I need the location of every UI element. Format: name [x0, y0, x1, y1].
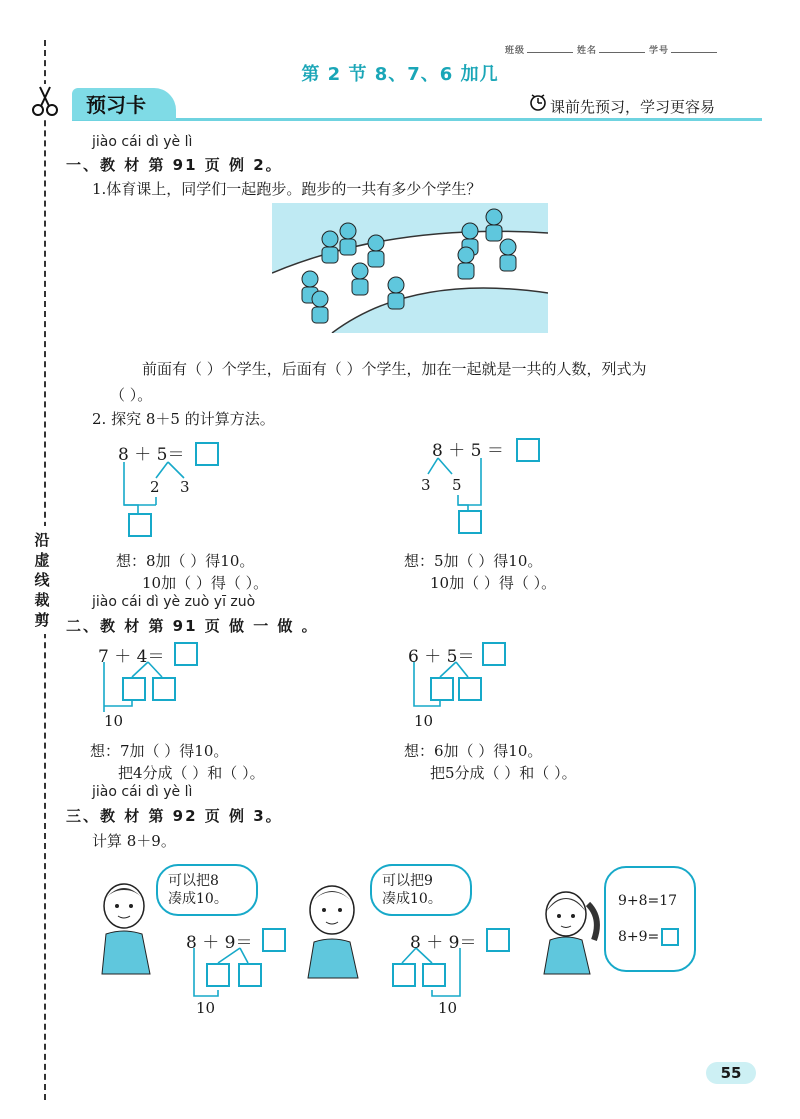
- pinyin-line: jiào cái dì yè lì: [92, 134, 193, 150]
- speech-bubble: [604, 866, 696, 972]
- bubble-equation: 9+8=17: [618, 893, 678, 909]
- bubble-equation: 8+9=: [618, 928, 682, 946]
- part1-heading: 一、教 材 第 91 页 例 2。: [66, 156, 283, 174]
- ten-label: 10: [414, 712, 434, 730]
- ten-label: 10: [196, 999, 216, 1017]
- answer-box[interactable]: [206, 963, 230, 987]
- boy-illustration: [300, 880, 366, 980]
- answer-box[interactable]: [238, 963, 262, 987]
- speech-bubble: 可以把9 凑成10。: [370, 864, 472, 916]
- answer-box[interactable]: [458, 677, 482, 701]
- think-line: 把5分成（ ）和（ ）。: [430, 764, 577, 782]
- page-number: 55: [706, 1062, 756, 1084]
- task-text: 计算 8＋9。: [92, 832, 176, 850]
- answer-box[interactable]: [262, 928, 286, 952]
- cut-instruction: 沿虚线裁剪: [30, 526, 54, 634]
- split-number: 2: [150, 478, 160, 496]
- answer-box[interactable]: [392, 963, 416, 987]
- part3-heading: 三、教 材 第 92 页 例 3。: [66, 807, 283, 825]
- pinyin-line: jiào cái dì yè zuò yī zuò: [92, 594, 256, 610]
- banner-tab: 预习卡: [72, 88, 176, 120]
- answer-box[interactable]: [661, 928, 679, 946]
- answer-box[interactable]: [516, 438, 540, 462]
- answer-box[interactable]: [152, 677, 176, 701]
- split-number: 5: [452, 476, 462, 494]
- think-line: 10加（ ）得（ ）。: [430, 574, 557, 592]
- speech-bubble: 可以把8 凑成10。: [156, 864, 258, 916]
- girl-illustration: [536, 884, 602, 976]
- pinyin-line: jiào cái dì yè lì: [92, 784, 193, 800]
- answer-box[interactable]: [486, 928, 510, 952]
- answer-box[interactable]: [174, 642, 198, 666]
- equation-8-plus-5-left: 8 ＋ 5＝: [118, 445, 185, 465]
- answer-box[interactable]: [430, 677, 454, 701]
- section-title: 第 2 节 8、7、6 加几: [301, 64, 499, 85]
- header-fields: 班级 姓名 学号: [505, 42, 721, 56]
- question-2: 2. 探究 8＋5 的计算方法。: [92, 410, 275, 428]
- think-line: 想：8加（ ）得10。: [116, 552, 255, 570]
- equation-7-plus-4: 7 ＋ 4＝: [98, 647, 165, 667]
- answer-box[interactable]: [482, 642, 506, 666]
- ten-label: 10: [438, 999, 458, 1017]
- fill-sentence: 前面有（ ）个学生，后面有（ ）个学生，加在一起就是一共的人数，列式为: [142, 360, 647, 378]
- equation-8-plus-5-right: 8 ＋ 5 ＝: [432, 441, 504, 461]
- equation-8-plus-9: 8 ＋ 9＝: [410, 933, 477, 953]
- part2-heading: 二、教 材 第 91 页 做 一 做 。: [66, 617, 319, 635]
- think-line: 想：7加（ ）得10。: [90, 742, 229, 760]
- think-line: 10加（ ）得（ ）。: [142, 574, 269, 592]
- equation-6-plus-5: 6 ＋ 5＝: [408, 647, 475, 667]
- think-line: 把4分成（ ）和（ ）。: [118, 764, 265, 782]
- slogan: 课前先预习，学习更容易: [550, 98, 716, 116]
- think-line: 想：5加（ ）得10。: [404, 552, 543, 570]
- ten-label: 10: [104, 712, 124, 730]
- split-number: 3: [421, 476, 431, 494]
- question-1: 1.体育课上，同学们一起跑步。跑步的一共有多少个学生？: [92, 180, 482, 198]
- boy-illustration: [96, 876, 154, 976]
- answer-box[interactable]: [122, 677, 146, 701]
- answer-box[interactable]: [422, 963, 446, 987]
- fill-sentence-end: （ ）。: [110, 386, 153, 404]
- think-line: 想：6加（ ）得10。: [404, 742, 543, 760]
- answer-box[interactable]: [458, 510, 482, 534]
- equation-8-plus-9: 8 ＋ 9＝: [186, 933, 253, 953]
- split-number: 3: [180, 478, 190, 496]
